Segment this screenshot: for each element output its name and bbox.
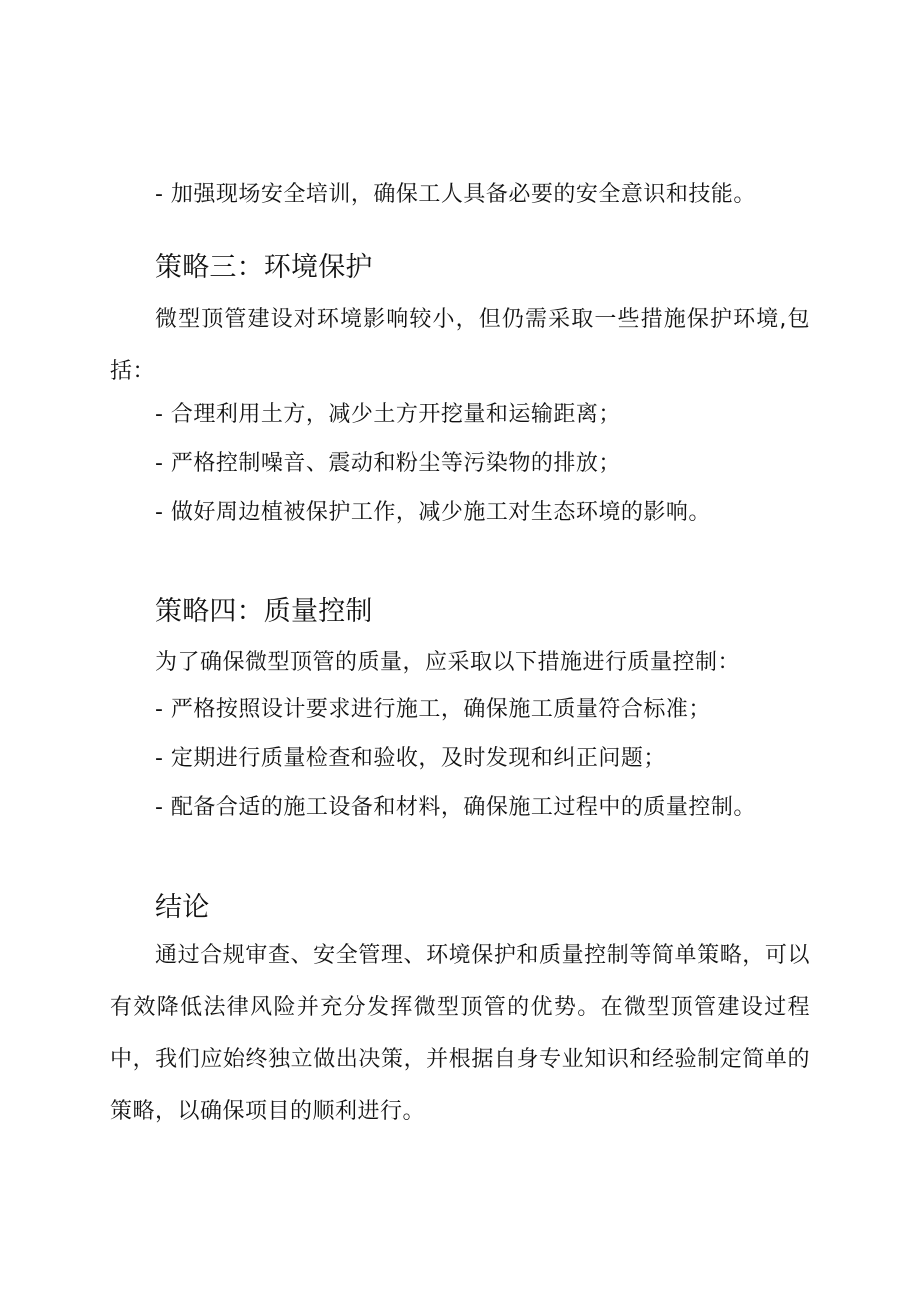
section3-bullet-1: - 合理利用土方，减少土方开挖量和运输距离；: [155, 402, 621, 427]
section3-heading: 策略三：环境保护: [155, 252, 373, 283]
section4-bullet-1: - 严格按照设计要求进行施工，确保施工质量符合标准；: [155, 697, 711, 722]
section3-intro: 微型顶管建设对环境影响较小，但仍需采取一些措施保护环境,包括：: [110, 307, 810, 384]
section4-heading: 策略四：质量控制: [155, 596, 373, 627]
section3-bullet-2: - 严格控制噪音、震动和粉尘等污染物的排放；: [155, 451, 621, 476]
bullet-safety-training: - 加强现场安全培训，确保工人具备必要的安全意识和技能。: [155, 182, 756, 207]
section4-intro: 为了确保微型顶管的质量，应采取以下措施进行质量控制：: [155, 650, 741, 675]
conclusion-heading: 结论: [155, 892, 210, 923]
section3-bullet-3: - 做好周边植被保护工作，减少施工对生态环境的影响。: [155, 500, 711, 525]
section4-bullet-2: - 定期进行质量检查和验收，及时发现和纠正问题；: [155, 746, 666, 771]
section4-bullet-3: - 配备合适的施工设备和材料，确保施工过程中的质量控制。: [155, 795, 756, 820]
conclusion-body: 通过合规审查、安全管理、环境保护和质量控制等简单策略，可以有效降低法律风险并充分发挥微型顶管的优势。在微型顶管建设过程中，我们应始终独立做出决策，并根据自身专业知识和经验制定简单的策略，以确保项目的顺利进行。: [110, 943, 810, 1124]
